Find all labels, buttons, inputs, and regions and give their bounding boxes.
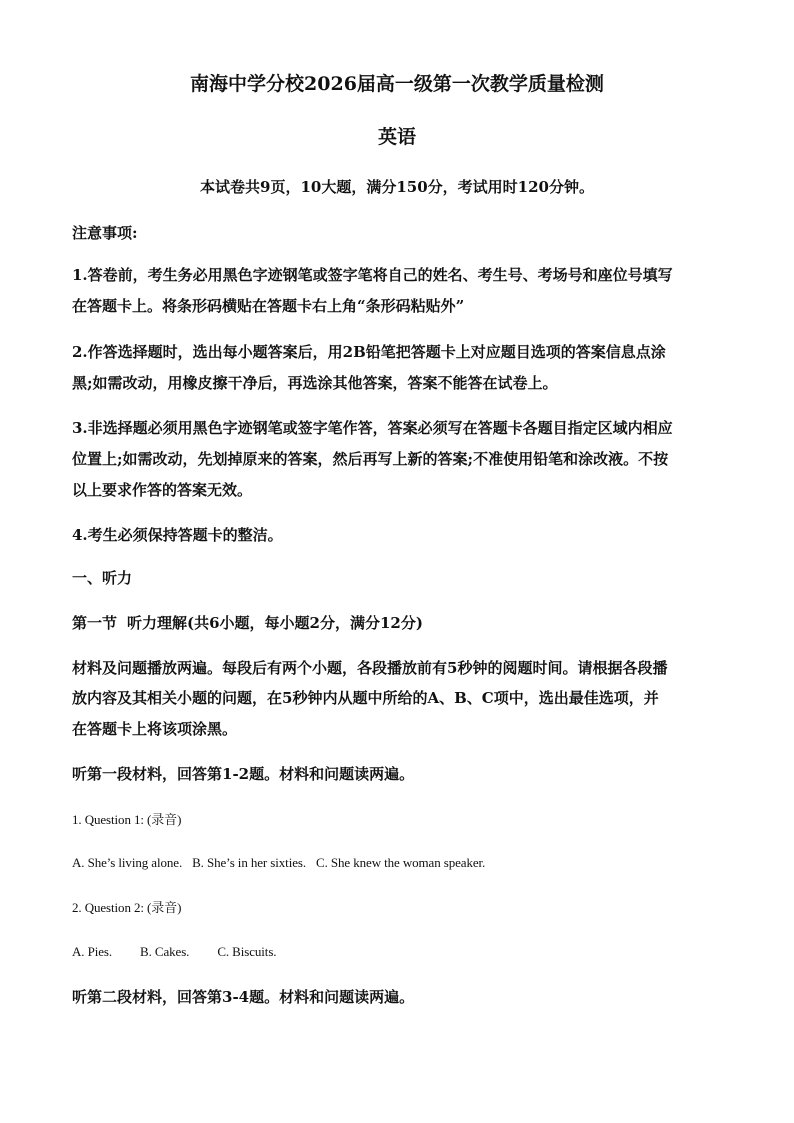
notice-item-3-line-3: 以上要求作答的答案无效。 xyxy=(72,481,253,499)
question-2-option-a: A. Pies. xyxy=(72,944,113,959)
notice-heading: 注意事项: xyxy=(72,224,138,242)
exam-info: 本试卷共9页，10大题，满分150分，考试用时120分钟。 xyxy=(200,178,594,196)
notice-item-1-line-1: 1.答卷前，考生务必用黑色字迹钢笔或签字笔将自己的姓名、考生号、考场号和座位号填写 xyxy=(72,266,673,284)
instruction-line-1: 材料及问题播放两遍。每段后有两个小题，各段播放前有5秒钟的阅题时间。请根据各段播 xyxy=(72,659,668,677)
passage-2-heading: 听第二段材料，回答第3-4题。材料和问题读两遍。 xyxy=(72,988,415,1006)
question-2-option-b: B. Cakes. xyxy=(140,944,190,959)
notice-item-2-line-1: 2.作答选择题时，选出每小题答案后，用2B铅笔把答题卡上对应题目选项的答案信息点涂 xyxy=(72,343,666,361)
section-1-label: 第一节 xyxy=(72,614,118,632)
section-1-title: 听力理解(共6小题，每小题2分，满分12分) xyxy=(127,614,423,632)
question-1-option-a: A. She’s living alone. xyxy=(72,855,183,870)
question-1: 1. Question 1: (录音) xyxy=(72,812,182,827)
question-1-option-b: B. She’s in her sixties. xyxy=(192,855,306,870)
question-2: 2. Question 2: (录音) xyxy=(72,900,182,915)
section-1-heading xyxy=(72,613,722,633)
notice-item-1-line-2: 在答题卡上。将条形码横贴在答题卡右上角“条形码粘贴外” xyxy=(72,297,465,315)
notice-item-2-line-2: 黑;如需改动，用橡皮擦干净后，再选涂其他答案，答案不能答在试卷上。 xyxy=(72,374,558,392)
notice-item-3-line-1: 3.非选择题必须用黑色字迹钢笔或签字笔作答，答案必须写在答题卡各题目指定区域内相应 xyxy=(72,419,673,437)
exam-title: 南海中学分校2026届高一级第一次教学质量检测 xyxy=(190,73,604,95)
passage-1-heading: 听第一段材料，回答第1-2题。材料和问题读两遍。 xyxy=(72,765,415,783)
notice-item-4: 4.考生必须保持答题卡的整洁。 xyxy=(72,526,283,544)
question-2-options xyxy=(72,942,722,962)
notice-item-3-line-2: 位置上;如需改动，先划掉原来的答案，然后再写上新的答案;不准使用铅笔和涂改液。不按 xyxy=(72,450,669,468)
part-1-heading: 一、听力 xyxy=(72,569,133,587)
subject-title: 英语 xyxy=(377,126,416,148)
question-1-option-c: C. She knew the woman speaker. xyxy=(316,855,486,870)
question-2-option-c: C. Biscuits. xyxy=(217,944,277,959)
instruction-line-2: 放内容及其相关小题的问题，在5秒钟内从题中所给的A、B、C项中，选出最佳选项，并 xyxy=(72,689,659,707)
question-1-options xyxy=(72,853,722,873)
instruction-line-3: 在答题卡上将该项涂黑。 xyxy=(72,720,238,738)
